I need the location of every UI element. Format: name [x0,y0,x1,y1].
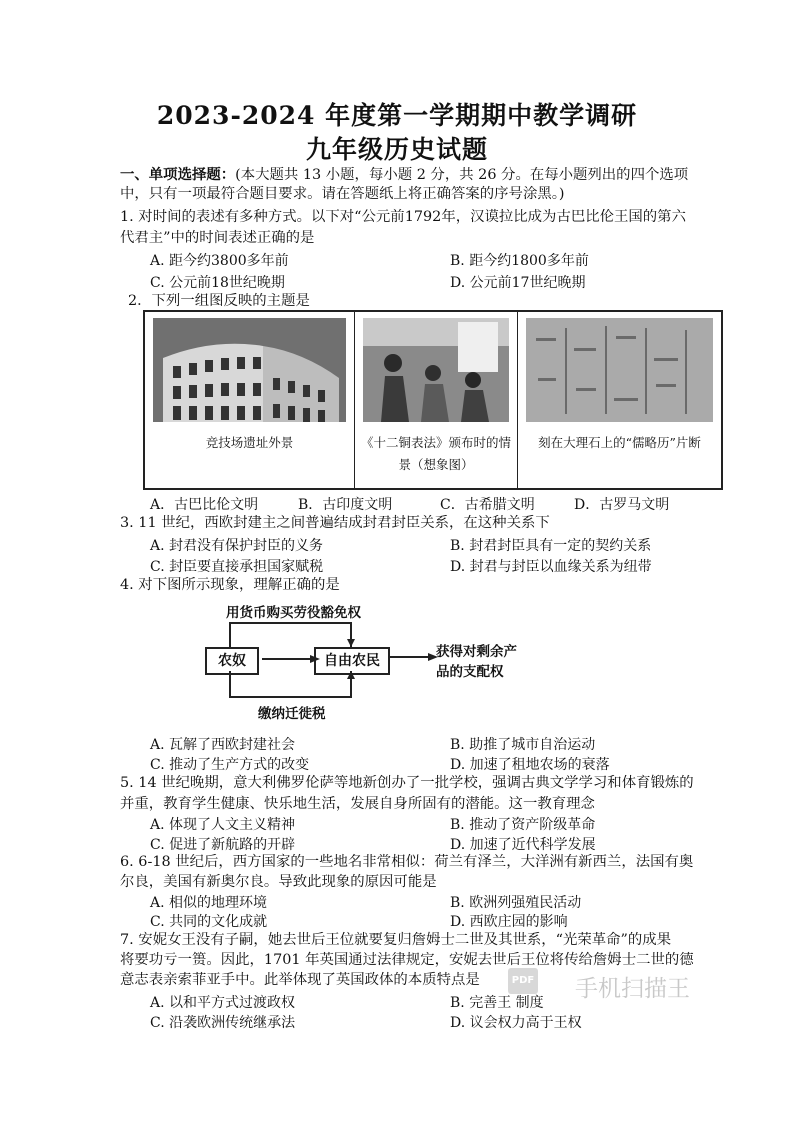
q7-stem-1: 7. 安妮女王没有子嗣，她去世后王位就要复归詹姆士二世及其世系，“光荣革命”的成果 [120,932,672,948]
q7-option-c: C. 沿袭欧洲传统继承法 [150,1015,296,1031]
q5-option-b: B. 推动了资产阶级革命 [450,817,596,833]
q2-image-panel [143,310,723,490]
q4-stem: 4. 对下图所示现象，理解正确的是 [120,577,340,593]
julian-calendar-cell [518,312,721,488]
q1-option-b: B. 距今约1800多年前 [450,253,589,269]
colosseum-photo [153,318,346,422]
q3-option-b: B. 封君封臣具有一定的契约关系 [450,538,652,554]
q6-stem-2: 尔良，美国有新奥尔良。导致此现象的原因可能是 [120,874,437,890]
q4-option-b: B. 助推了城市自治运动 [450,737,596,753]
q7-option-b: B. 完善王 制度 [450,995,544,1011]
q6-option-a: A. 相似的地理环境 [150,895,268,911]
diagram-bottom-label: 缴纳迁徙税 [258,706,326,722]
q7-option-d: D. 议会权力高于王权 [450,1015,582,1031]
serf-box: 农奴 [205,647,259,675]
section-intro [120,165,730,185]
scanner-watermark: 手机扫描王 [575,976,690,1002]
twelve-tables-cell [355,312,518,488]
q5-option-a: A. 体现了人文主义精神 [150,817,296,833]
q1-stem-2: 代君主”中的时间表述正确的是 [120,230,315,246]
q7-stem-2: 将要功亏一篑。因此，1701 年英国通过法律规定，安妮去世后王位将传给詹姆士二世的德 [120,952,694,968]
twelve-tables-illustration [363,318,509,422]
q4-option-a: A. 瓦解了西欧封建社会 [150,737,296,753]
q2-option-c: C．古希腊文明 [440,497,535,513]
exam-subtitle: 九年级历史试题 [305,135,488,164]
q6-option-b: B. 欧洲列强殖民活动 [450,895,582,911]
q2-option-a: A．古巴比伦文明 [150,497,259,513]
q1-stem-1: 1. 对时间的表述有多种方式。以下对“公元前1792年，汉谟拉比成为古巴比伦王国的第六 [120,209,686,225]
q3-stem: 3. 11 世纪，西欧封建主之间普遍结成封君封臣关系，在这种关系下 [120,515,550,531]
colosseum-caption: 竞技场遗址外景 [205,435,294,450]
q6-stem-1: 6. 6-18 世纪后，西方国家的一些地名非常相似：荷兰有泽兰，大洋洲有新西兰，法国有奥 [120,854,694,870]
diagram-result-line-2: 品的支配权 [436,664,504,680]
q1-option-d: D. 公元前17世纪晚期 [450,275,586,291]
q6-option-c: C. 共同的文化成就 [150,914,268,930]
q3-option-a: A. 封君没有保护封臣的义务 [150,538,324,554]
julian-calendar-photo [526,318,713,422]
q4-option-d: D. 加速了租地农场的衰落 [450,757,610,773]
q5-option-d: D. 加速了近代科学发展 [450,837,596,853]
q1-option-a: A. 距今约3800多年前 [150,253,289,269]
scanner-pdf-badge: PDF [508,968,538,994]
q4-option-c: C. 推动了生产方式的改变 [150,757,310,773]
free-peasant-box: 自由农民 [314,647,390,675]
q6-option-d: D. 西欧庄园的影响 [450,914,568,930]
diagram-result-line-1: 获得对剩余产 [436,644,517,660]
q3-option-c: C. 封臣要直接承担国家赋税 [150,559,324,575]
diagram-top-label: 用货币购买劳役豁免权 [226,605,361,621]
q3-option-d: D. 封君与封臣以血缘关系为纽带 [450,559,652,575]
julian-calendar-caption: 刻在大理石上的“儒略历”片断 [538,435,701,450]
q5-option-c: C. 促进了新航路的开辟 [150,837,296,853]
q2-option-b: B．古印度文明 [298,497,393,513]
section-intro-line-2: 中，只有一项最符合题目要求。请在答题纸上将正确答案的序号涂黑。) [120,186,565,202]
colosseum-cell [145,312,355,488]
q1-option-c: C. 公元前18世纪晚期 [150,275,285,291]
q7-stem-3: 意志表亲索菲亚手中。此举体现了英国政体的本质特点是 [120,972,480,988]
twelve-tables-caption: 《十二铜表法》颁布时的情景（想象图） [360,435,511,472]
q2-option-d: D．古罗马文明 [574,497,670,513]
section-heading: 一、单项选择题： [120,166,236,183]
exam-title: 2023-2024 年度第一学期期中教学调研 [156,101,638,130]
q7-option-a: A. 以和平方式过渡政权 [150,995,296,1011]
section-intro-line-1: (本大题共 13 小题，每小题 2 分，共 26 分。在每小题列出的四个选项 [235,167,689,183]
q5-stem-2: 并重，教育学生健康、快乐地生活，发展自身所固有的潜能。这一教育理念 [120,796,595,812]
q2-stem: 2．下列一组图反映的主题是 [128,293,310,309]
q5-stem-1: 5. 14 世纪晚期，意大利佛罗伦萨等地新创办了一批学校，强调古典文学学习和体育锻炼的 [120,775,694,791]
